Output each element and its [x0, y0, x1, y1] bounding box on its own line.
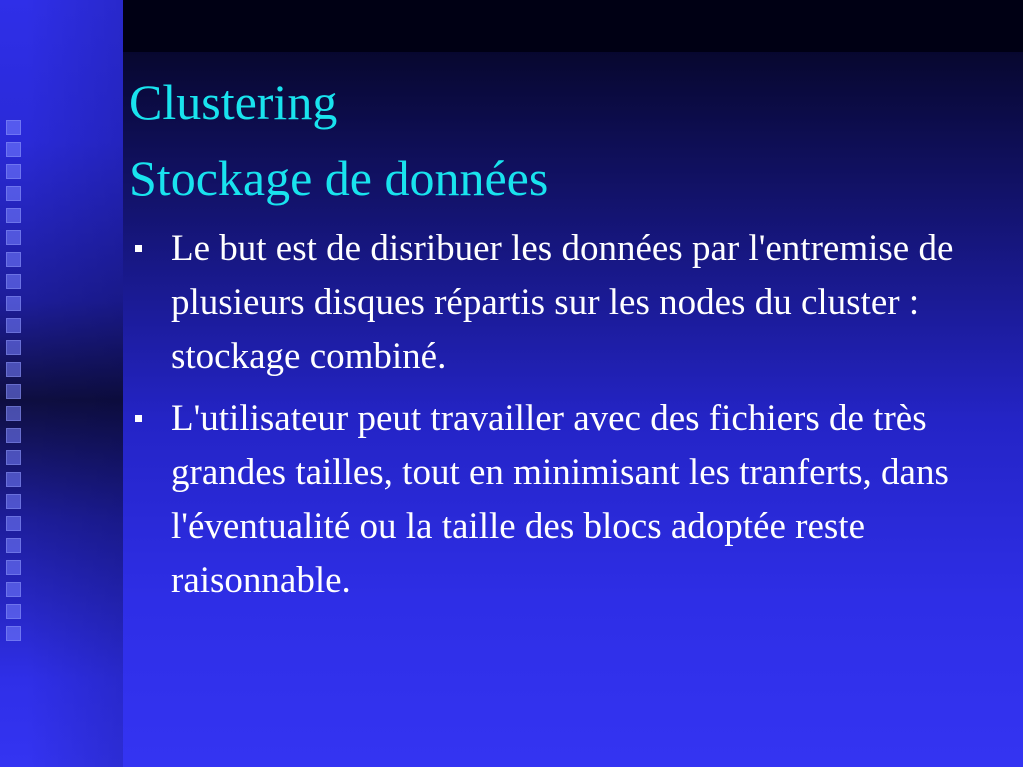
decorative-square [6, 296, 21, 311]
decorative-square [6, 582, 21, 597]
bullet-text: L'utilisateur peut travailler avec des fichiers de très grandes tailles, tout en minimisant les tranferts, dans l'éventualité ou la taille des blocs adoptée reste raisonnable. [171, 398, 949, 601]
title-line-1: Clustering [129, 74, 338, 130]
square-bullet-icon [135, 245, 142, 252]
bullet-item [129, 222, 999, 384]
title-line-2: Stockage de données [129, 150, 549, 206]
decorative-squares-column [6, 120, 26, 680]
decorative-square [6, 274, 21, 289]
decorative-square [6, 186, 21, 201]
decorative-square [6, 406, 21, 421]
top-dark-strip [123, 0, 1023, 52]
decorative-square [6, 340, 21, 355]
decorative-square [6, 560, 21, 575]
decorative-square [6, 384, 21, 399]
decorative-square [6, 604, 21, 619]
decorative-square [6, 626, 21, 641]
decorative-square [6, 472, 21, 487]
bullet-item [129, 392, 999, 608]
decorative-square [6, 230, 21, 245]
decorative-square [6, 208, 21, 223]
decorative-square [6, 252, 21, 267]
bullet-list [129, 222, 999, 616]
decorative-square [6, 538, 21, 553]
square-bullet-icon [135, 415, 142, 422]
decorative-square [6, 142, 21, 157]
slide-title [129, 64, 548, 216]
decorative-square [6, 428, 21, 443]
decorative-square [6, 120, 21, 135]
decorative-square [6, 164, 21, 179]
decorative-square [6, 450, 21, 465]
decorative-square [6, 494, 21, 509]
band-shade [26, 0, 123, 767]
left-decorative-band [0, 0, 123, 767]
decorative-square [6, 318, 21, 333]
bullet-text: Le but est de disribuer les données par l'entremise de plusieurs disques répartis sur les nodes du cluster : stockage combiné. [171, 228, 954, 377]
decorative-square [6, 516, 21, 531]
decorative-square [6, 362, 21, 377]
